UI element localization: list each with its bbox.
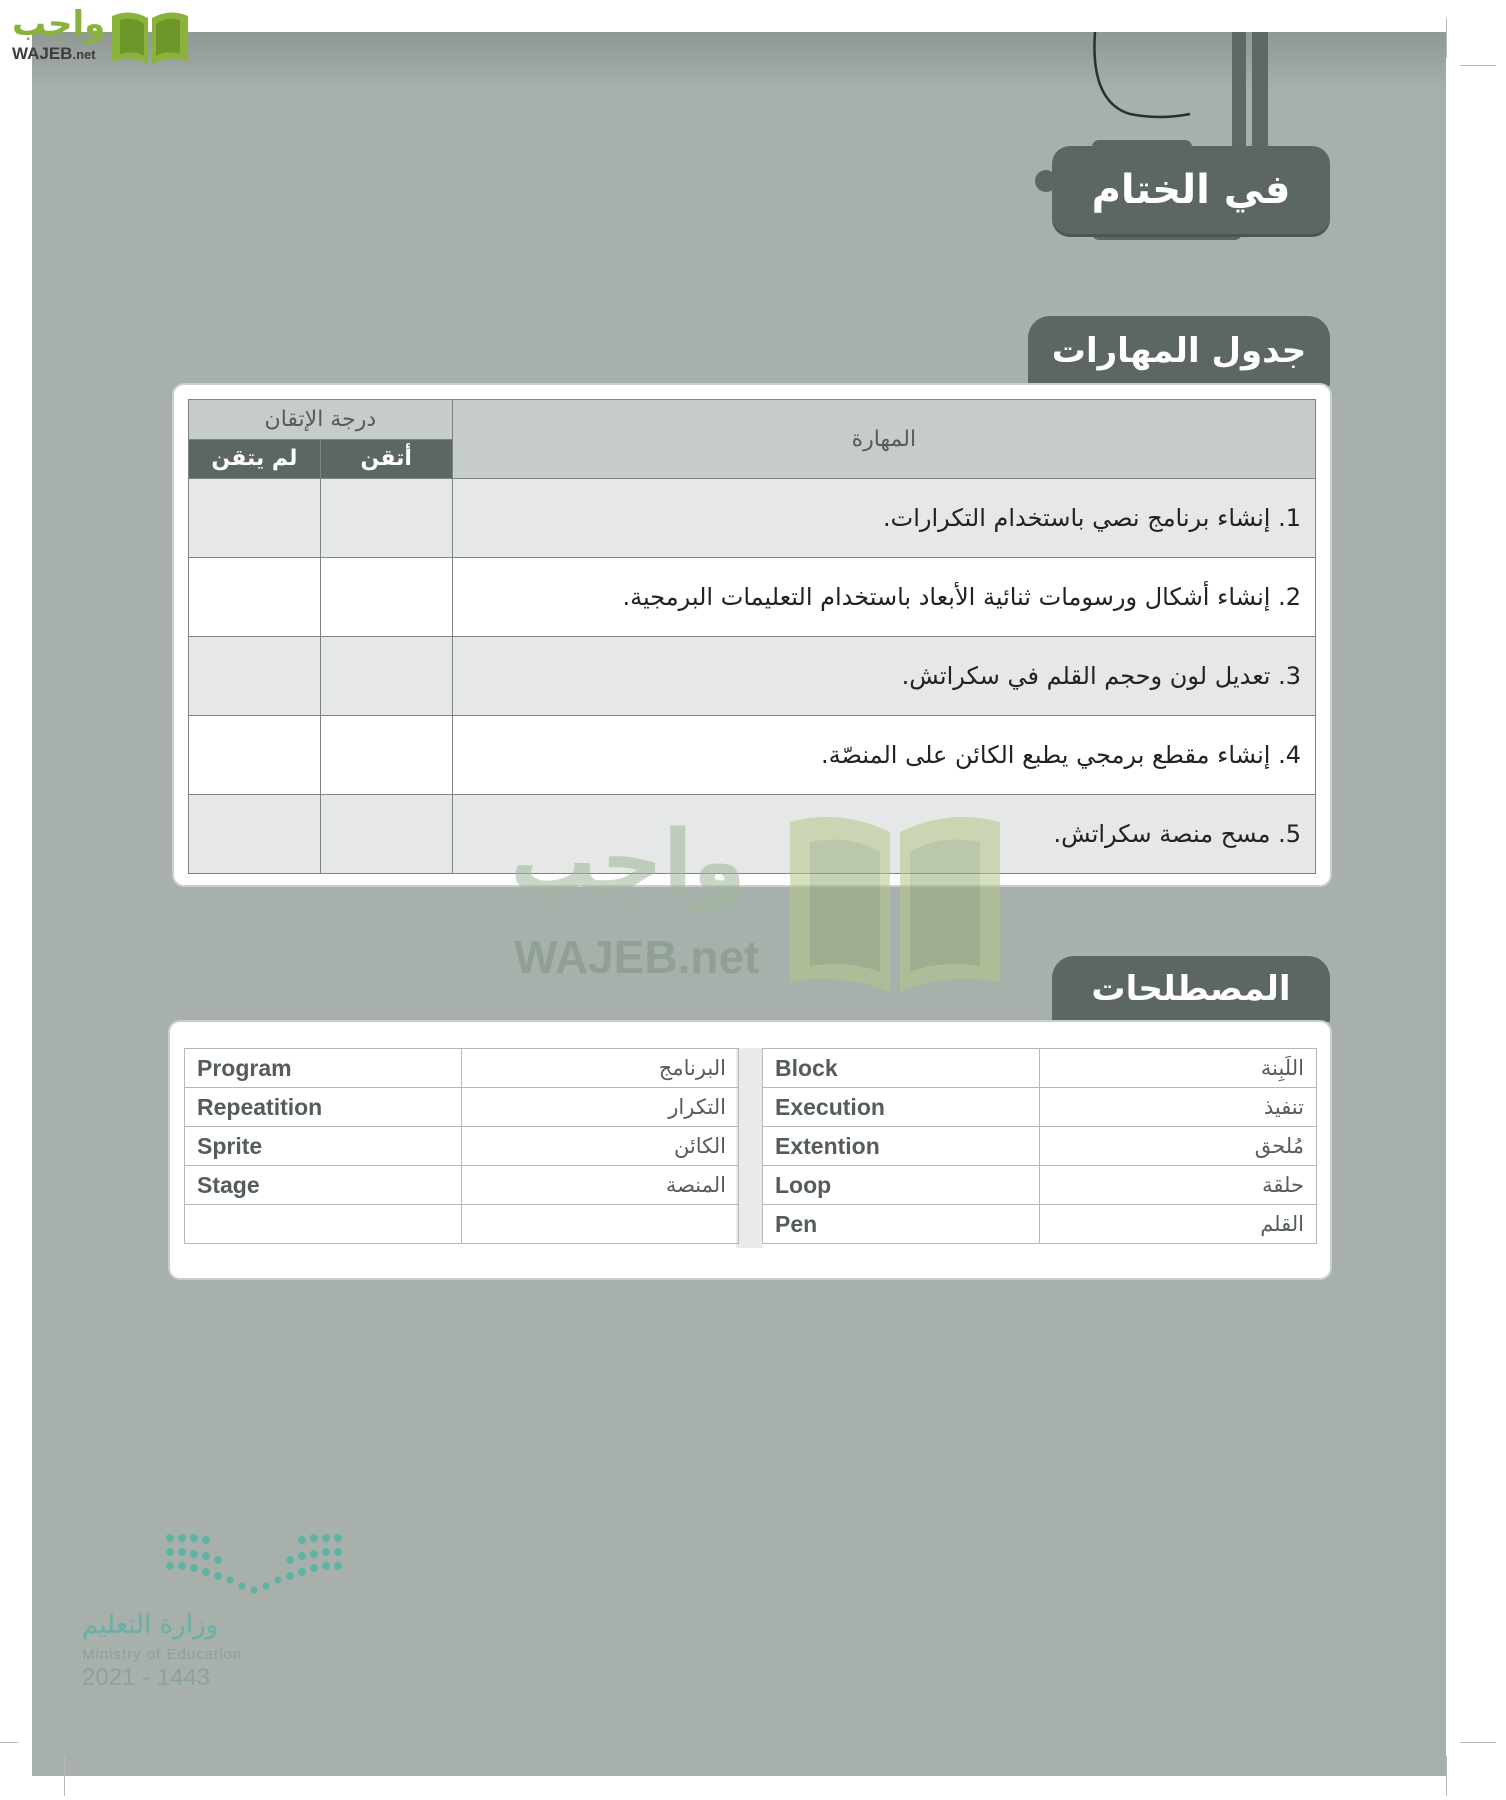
not-mastered-cell[interactable] <box>189 637 321 716</box>
mastered-cell[interactable] <box>320 637 452 716</box>
term-ar: البرنامج <box>462 1049 739 1088</box>
term-row <box>185 1205 739 1244</box>
table-row <box>189 716 1316 795</box>
terms-divider <box>736 1048 762 1248</box>
table-row <box>189 479 1316 558</box>
term-ar: التكرار <box>462 1088 739 1127</box>
term-en: Stage <box>185 1166 462 1205</box>
ministry-year: 2021 - 1443 <box>82 1664 211 1691</box>
term-en: Loop <box>763 1166 1040 1205</box>
table-row <box>189 637 1316 716</box>
header-skill: المهارة <box>452 400 1315 479</box>
term-en: Block <box>763 1049 1040 1088</box>
crop-mark <box>0 1742 18 1743</box>
brand-name-ar: واجب <box>12 4 106 44</box>
crop-mark <box>1446 1756 1447 1796</box>
term-row <box>185 1166 739 1205</box>
crop-mark <box>1460 65 1496 66</box>
term-en: Pen <box>763 1205 1040 1244</box>
ministry-name-ar: وزارة التعليم <box>82 1610 219 1640</box>
term-ar: تنفيذ <box>1040 1088 1317 1127</box>
term-row <box>185 1088 739 1127</box>
header-not-mastered: لم يتقن <box>189 439 321 479</box>
sign-cable <box>1090 32 1210 132</box>
brand-name-en: WAJEB.net <box>12 44 96 63</box>
brand-logo[interactable] <box>8 4 193 66</box>
term-en: Extention <box>763 1127 1040 1166</box>
term-ar: اللَبِنة <box>1040 1049 1317 1088</box>
not-mastered-cell[interactable] <box>189 795 321 874</box>
term-row <box>763 1166 1317 1205</box>
skill-text: 2. إنشاء أشكال ورسومات ثنائية الأبعاد باستخدام التعليمات البرمجية. <box>452 558 1315 637</box>
book-icon <box>108 6 192 66</box>
not-mastered-cell[interactable] <box>189 558 321 637</box>
crop-mark <box>1460 1742 1496 1743</box>
term-en <box>185 1205 462 1244</box>
header-mastered: أتقن <box>320 439 452 479</box>
table-row <box>189 558 1316 637</box>
not-mastered-cell[interactable] <box>189 479 321 558</box>
skill-text: 3. تعديل لون وحجم القلم في سكراتش. <box>452 637 1315 716</box>
header-degree: درجة الإتقان <box>189 400 453 440</box>
not-mastered-cell[interactable] <box>189 716 321 795</box>
term-en: Execution <box>763 1088 1040 1127</box>
skills-tab: جدول المهارات <box>1028 316 1330 386</box>
ministry-emblem-icon <box>160 1530 360 1600</box>
mastered-cell[interactable] <box>320 795 452 874</box>
skill-text: 5. مسح منصة سكراتش. <box>452 795 1315 874</box>
term-ar: المنصة <box>462 1166 739 1205</box>
ministry-logo <box>80 1530 360 1690</box>
term-en: Repeatition <box>185 1088 462 1127</box>
mastered-cell[interactable] <box>320 558 452 637</box>
terms-table-left <box>184 1048 739 1244</box>
sign-post-right <box>1252 32 1268 150</box>
watermark <box>510 812 1010 1002</box>
skill-text: 1. إنشاء برنامج نصي باستخدام التكرارات. <box>452 479 1315 558</box>
mastered-cell[interactable] <box>320 716 452 795</box>
term-ar: القلم <box>1040 1205 1317 1244</box>
skill-text: 4. إنشاء مقطع برمجي يطبع الكائن على المنصّة. <box>452 716 1315 795</box>
term-ar <box>462 1205 739 1244</box>
term-ar: الكائن <box>462 1127 739 1166</box>
term-row <box>185 1127 739 1166</box>
watermark-text-en: WAJEB.net <box>514 931 760 983</box>
term-row <box>763 1205 1317 1244</box>
crop-mark <box>64 1756 65 1796</box>
terms-tab: المصطلحات <box>1052 956 1330 1022</box>
term-en: Sprite <box>185 1127 462 1166</box>
term-row <box>185 1049 739 1088</box>
term-row <box>763 1049 1317 1088</box>
skills-table <box>188 399 1316 874</box>
terms-table-right <box>762 1048 1317 1244</box>
ministry-name-en: Ministry of Education <box>82 1646 243 1663</box>
watermark-text-ar: واجب <box>510 812 746 912</box>
section-title: في الختام <box>1052 146 1330 234</box>
crop-mark <box>1446 18 1447 58</box>
term-ar: حلقة <box>1040 1166 1317 1205</box>
term-en: Program <box>185 1049 462 1088</box>
mastered-cell[interactable] <box>320 479 452 558</box>
term-row <box>763 1088 1317 1127</box>
sign-post-left <box>1232 32 1246 150</box>
term-ar: مُلحق <box>1040 1127 1317 1166</box>
watermark-book-icon <box>780 812 1010 992</box>
term-row <box>763 1127 1317 1166</box>
